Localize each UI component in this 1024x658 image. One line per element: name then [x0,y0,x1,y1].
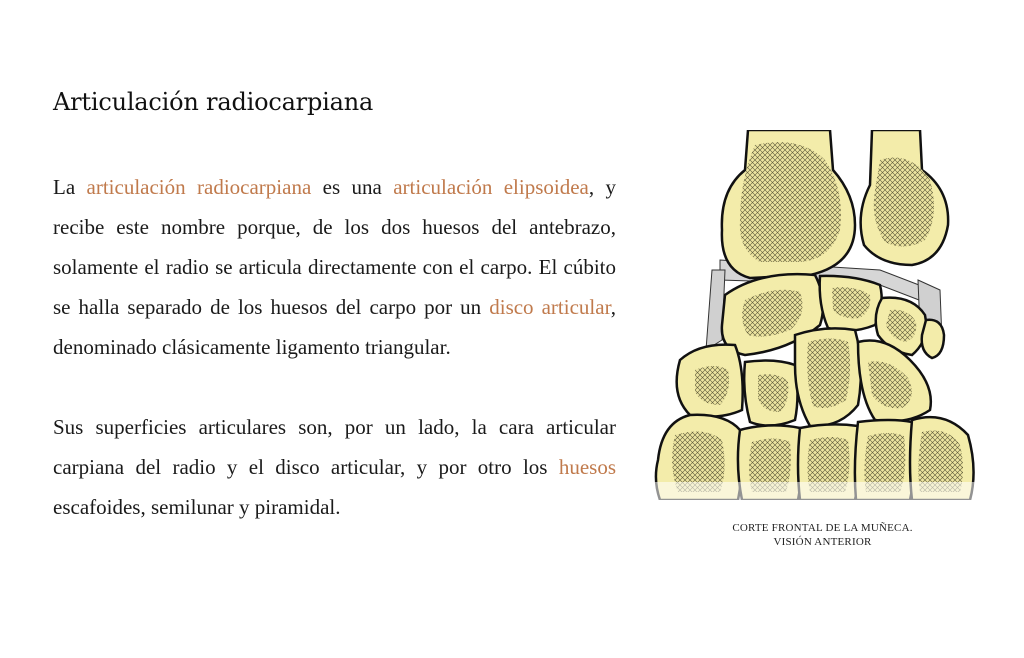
link-articulacion-radiocarpiana[interactable]: articulación radiocarpiana [86,175,312,199]
text-span: Sus superficies articulares son, por un lado, la cara articular carpiana del radio y el disco articular, y por otro los [53,415,616,479]
figure-caption [680,521,965,549]
caption-line-1: CORTE FRONTAL DE LA MUÑECA. [732,522,913,534]
text-span: escafoides, semilunar y piramidal. [53,495,341,519]
link-disco-articular[interactable]: disco articular [489,295,611,319]
bottom-fade [650,482,980,500]
capitate-spongy [807,339,850,409]
lunate-spongy [832,287,870,318]
link-huesos[interactable]: huesos [558,455,616,479]
page-title: Articulación radiocarpiana [53,88,374,116]
text-span: es una [311,175,394,199]
article-body [53,167,616,527]
caption-line-2: VISIÓN ANTERIOR [773,536,872,548]
paragraph-1 [53,167,616,367]
text-span: La [53,175,87,199]
paragraph-2 [53,407,616,527]
text-span: , denominado clásicamente ligamento triangular. [53,295,616,359]
link-articulacion-elipsoidea[interactable]: articulación elipsoidea [393,175,589,199]
text-span: , y recibe este nombre porque, de los dos huesos del antebrazo, solamente el radio se articula directamente con el carpo. El cúbito se halla separado de los huesos del carpo por un [53,175,616,319]
wrist-illustration [650,130,980,500]
wrist-section-drawing [650,130,980,500]
pisiform-bone [922,320,944,358]
